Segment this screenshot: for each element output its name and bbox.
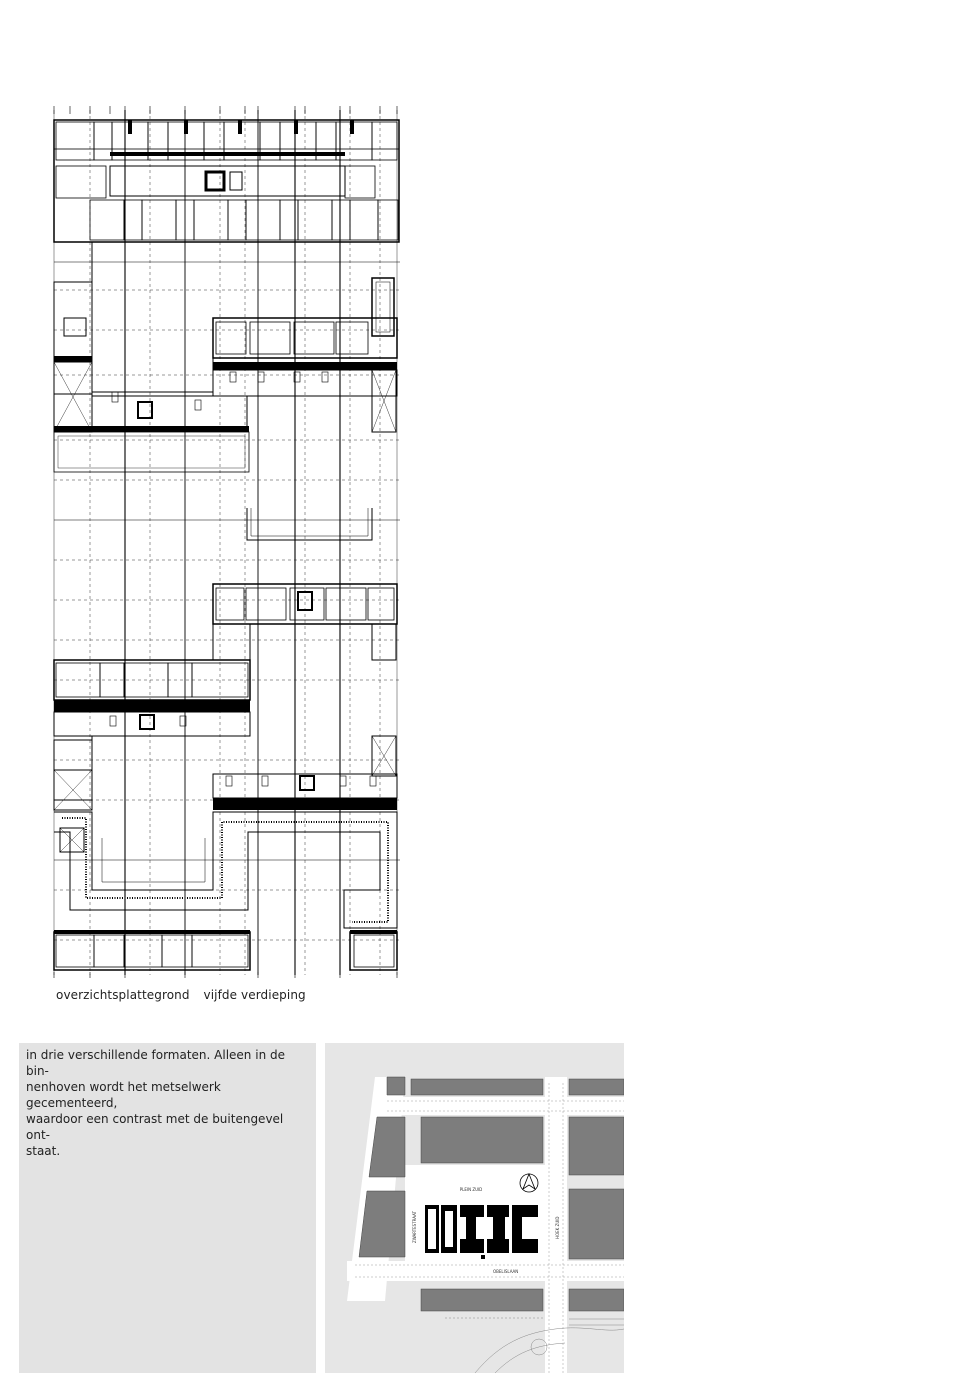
body-text-panel: [19, 1043, 316, 1373]
caption-title: overzichtsplattegrond: [56, 988, 190, 1002]
figure-caption: [56, 988, 316, 1002]
body-line: waardoor een contrast met de buitengevel ont-: [26, 1112, 284, 1142]
street-bottom-label: OBELISLAAN: [493, 1269, 519, 1274]
floor-plan-drawing: [40, 100, 410, 980]
body-line: in drie verschillende formaten. Alleen in de bin-: [26, 1048, 285, 1078]
street-left-label: ZWARTESTRAAT: [412, 1211, 417, 1243]
site-plan-panel: [325, 1043, 624, 1373]
plaza-label: PLEIN ZUID: [459, 1187, 483, 1192]
street-right-label: HOEK ZUID: [555, 1216, 560, 1239]
site-plan-map: [325, 1043, 624, 1373]
body-line: staat.: [26, 1144, 61, 1158]
caption-subtitle: vijfde verdieping: [203, 988, 306, 1002]
body-paragraph: [26, 1047, 309, 1159]
body-line: nenhoven wordt het metselwerk gecementeerd,: [26, 1080, 221, 1110]
